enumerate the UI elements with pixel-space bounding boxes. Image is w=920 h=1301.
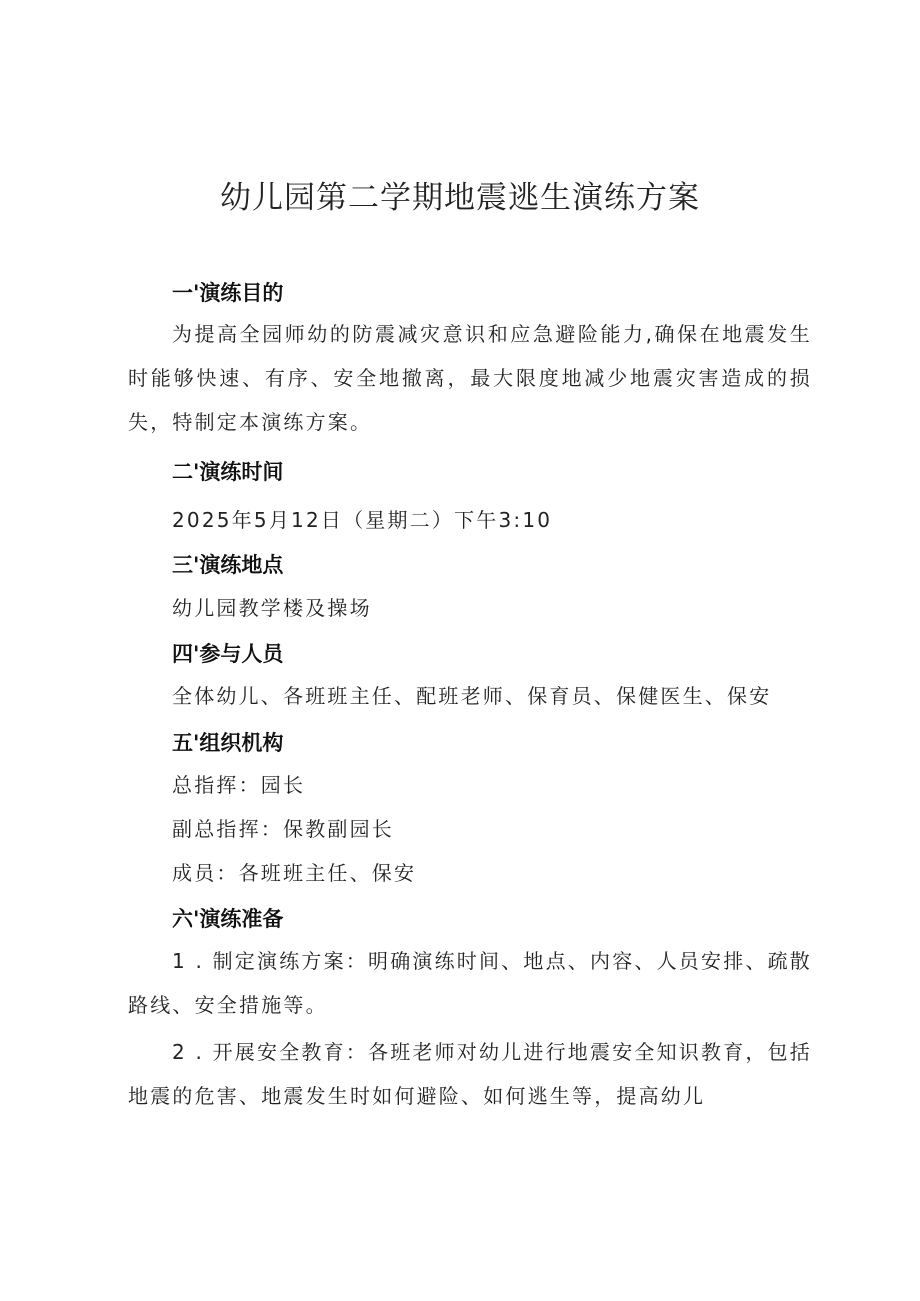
- org-line-members: 成员：各班班主任、保安: [172, 861, 417, 885]
- section-heading-preparation: 六'演练准备: [172, 907, 284, 931]
- section-heading-participants: 四'参与人员: [172, 642, 284, 666]
- section-heading-purpose: 一'演练目的: [172, 281, 284, 305]
- org-line-commander: 总指挥：园长: [172, 773, 306, 797]
- section-body-location: 幼儿园教学楼及操场: [172, 596, 372, 620]
- section-body-time: 2025年5月12日（星期二）下午3:10: [172, 508, 553, 532]
- section-body-purpose: 为提高全园师幼的防震减灾意识和应急避险能力,确保在地震发生时能够快速、有序、安全地撤离，最大限度地减少地震灾害造成的损失，特制定本演练方案。: [128, 322, 812, 434]
- section-heading-time: 二'演练时间: [172, 460, 284, 484]
- section-heading-organization: 五'组织机构: [172, 731, 284, 755]
- document-title: 幼儿园第二学期地震逃生演练方案: [220, 180, 700, 216]
- preparation-item-2: 2 . 开展安全教育：各班老师对幼儿进行地震安全知识教育，包括地震的危害、地震发生时如何避险、如何逃生等，提高幼儿: [128, 1040, 812, 1108]
- section-body-participants: 全体幼儿、各班班主任、配班老师、保育员、保健医生、保安: [172, 684, 772, 708]
- section-heading-location: 三'演练地点: [172, 553, 284, 577]
- org-line-deputy: 副总指挥：保教副园长: [172, 817, 394, 841]
- preparation-item-1: 1 . 制定演练方案：明确演练时间、地点、内容、人员安排、疏散路线、安全措施等。: [128, 949, 812, 1017]
